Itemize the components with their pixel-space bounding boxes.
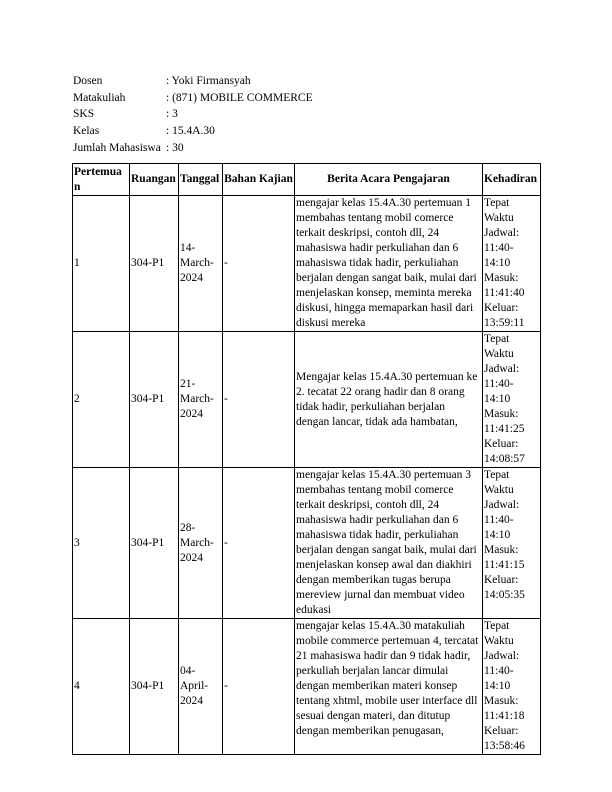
attendance-schedule: Jadwal: 11:40-14:10 [484, 227, 520, 269]
col-header-kehadiran: Kehadiran [483, 164, 541, 196]
info-row-sks [73, 106, 313, 123]
cell-tanggal: 21-March-2024 [179, 332, 223, 468]
table-row [73, 332, 541, 468]
cell-pertemuan: 3 [73, 468, 130, 619]
table-row [73, 468, 541, 619]
info-label: Matakuliah [73, 91, 126, 104]
info-value: : 15.4A.30 [166, 125, 215, 138]
info-label: Jumlah Mahasiswa [73, 141, 161, 154]
cell-kehadiran [483, 468, 541, 619]
cell-bahan: - [223, 468, 295, 619]
attendance-out-time: Keluar: 13:58:46 [484, 725, 525, 752]
attendance-status: Tepat Waktu [484, 469, 514, 496]
cell-ruangan: 304-P1 [130, 332, 179, 468]
info-row-matakuliah [73, 90, 313, 107]
attendance-out-time: Keluar: 14:08:57 [484, 438, 525, 465]
info-value: : Yoki Firmansyah [166, 75, 251, 87]
info-row-dosen [73, 73, 313, 90]
info-row-kelas [73, 123, 313, 140]
attendance-out-time: Keluar: 14:05:35 [484, 574, 525, 601]
attendance-out-time: Keluar: 13:59:11 [484, 302, 525, 329]
info-label: Kelas [73, 125, 100, 138]
cell-tanggal: 14-March-2024 [179, 196, 223, 332]
col-header-pertemuan: Pertemuan [73, 164, 130, 196]
info-value: : (871) MOBILE COMMERCE [166, 91, 313, 104]
cell-tanggal: 28-March-2024 [179, 468, 223, 619]
table-header-row [73, 164, 541, 196]
attendance-in-time: Masuk: 11:41:15 [484, 544, 525, 571]
course-info [73, 73, 313, 156]
attendance-status: Tepat Waktu [484, 620, 514, 647]
attendance-in-time: Masuk: 11:41:40 [484, 272, 525, 299]
attendance-in-time: Masuk: 11:41:25 [484, 408, 525, 435]
cell-berita: mengajar kelas 15.4A.30 pertemuan 1 membahas tentang mobil comerce terkait deskripsi, contoh dll, 24 mahasiswa hadir perkuliahan dan 6 mahasiswa tidak hadir, perkuliahan berjalan dengan sangat baik, mulai dari menjelaskan konsep, meminta mereka diskusi, hingga memaparkan hasil dari diskusi mereka [295, 196, 483, 332]
col-header-berita-acara: Berita Acara Pengajaran [295, 164, 483, 196]
attendance-table [72, 163, 541, 755]
attendance-in-time: Masuk: 11:41:18 [484, 695, 525, 722]
attendance-schedule: Jadwal: 11:40-14:10 [484, 499, 520, 541]
info-value: : 3 [166, 108, 178, 121]
cell-ruangan: 304-P1 [130, 468, 179, 619]
cell-bahan: - [223, 196, 295, 332]
attendance-status: Tepat Waktu [484, 333, 514, 360]
info-value: : 30 [166, 141, 184, 154]
cell-kehadiran [483, 196, 541, 332]
table-row [73, 619, 541, 755]
table-row [73, 196, 541, 332]
cell-kehadiran [483, 619, 541, 755]
cell-bahan: - [223, 619, 295, 755]
cell-berita: mengajar kelas 15.4A.30 pertemuan 3 membahas tentang mobil comerce terkait deskripsi, contoh dll, 24 mahasiswa hadir perkuliahan dan 6 mahasiswa tidak hadir, perkuliahan berjalan dengan sangat baik, mulai dari menjelaskan konsep awal dan diakhiri dengan memberikan tugas berupa mereview jurnal dan membuat video edukasi [295, 468, 483, 619]
col-header-bahan-kajian: Bahan Kajian [223, 164, 295, 196]
cell-pertemuan: 4 [73, 619, 130, 755]
info-row-jumlah-mahasiswa [73, 140, 313, 157]
info-label: Dosen [73, 75, 103, 87]
cell-pertemuan: 2 [73, 332, 130, 468]
cell-tanggal: 04-April-2024 [179, 619, 223, 755]
col-header-tanggal: Tanggal [179, 164, 223, 196]
info-label: SKS [73, 108, 95, 121]
cell-pertemuan: 1 [73, 196, 130, 332]
cell-bahan: - [223, 332, 295, 468]
cell-ruangan: 304-P1 [130, 619, 179, 755]
cell-berita: mengajar kelas 15.4A.30 matakuliah mobile commerce pertemuan 4, tercatat 21 mahasiswa hadir dan 9 tidak hadir, perkuliah berjalan lancar dimulai dengan memberikan materi konsep tentang xhtml, mobile user interface dll sesuai dengan materi, dan ditutup dengan memberikan penugasan, [295, 619, 483, 755]
col-header-ruangan: Ruangan [130, 164, 179, 196]
cell-kehadiran [483, 332, 541, 468]
cell-ruangan: 304-P1 [130, 196, 179, 332]
cell-berita: Mengajar kelas 15.4A.30 pertemuan ke 2. tecatat 22 orang hadir dan 8 orang tidak hadir, perkuliahan berjalan dengan lancar, tidak ada hambatan, [295, 332, 483, 468]
attendance-schedule: Jadwal: 11:40-14:10 [484, 650, 520, 692]
attendance-status: Tepat Waktu [484, 197, 514, 224]
attendance-schedule: Jadwal: 11:40-14:10 [484, 363, 520, 405]
